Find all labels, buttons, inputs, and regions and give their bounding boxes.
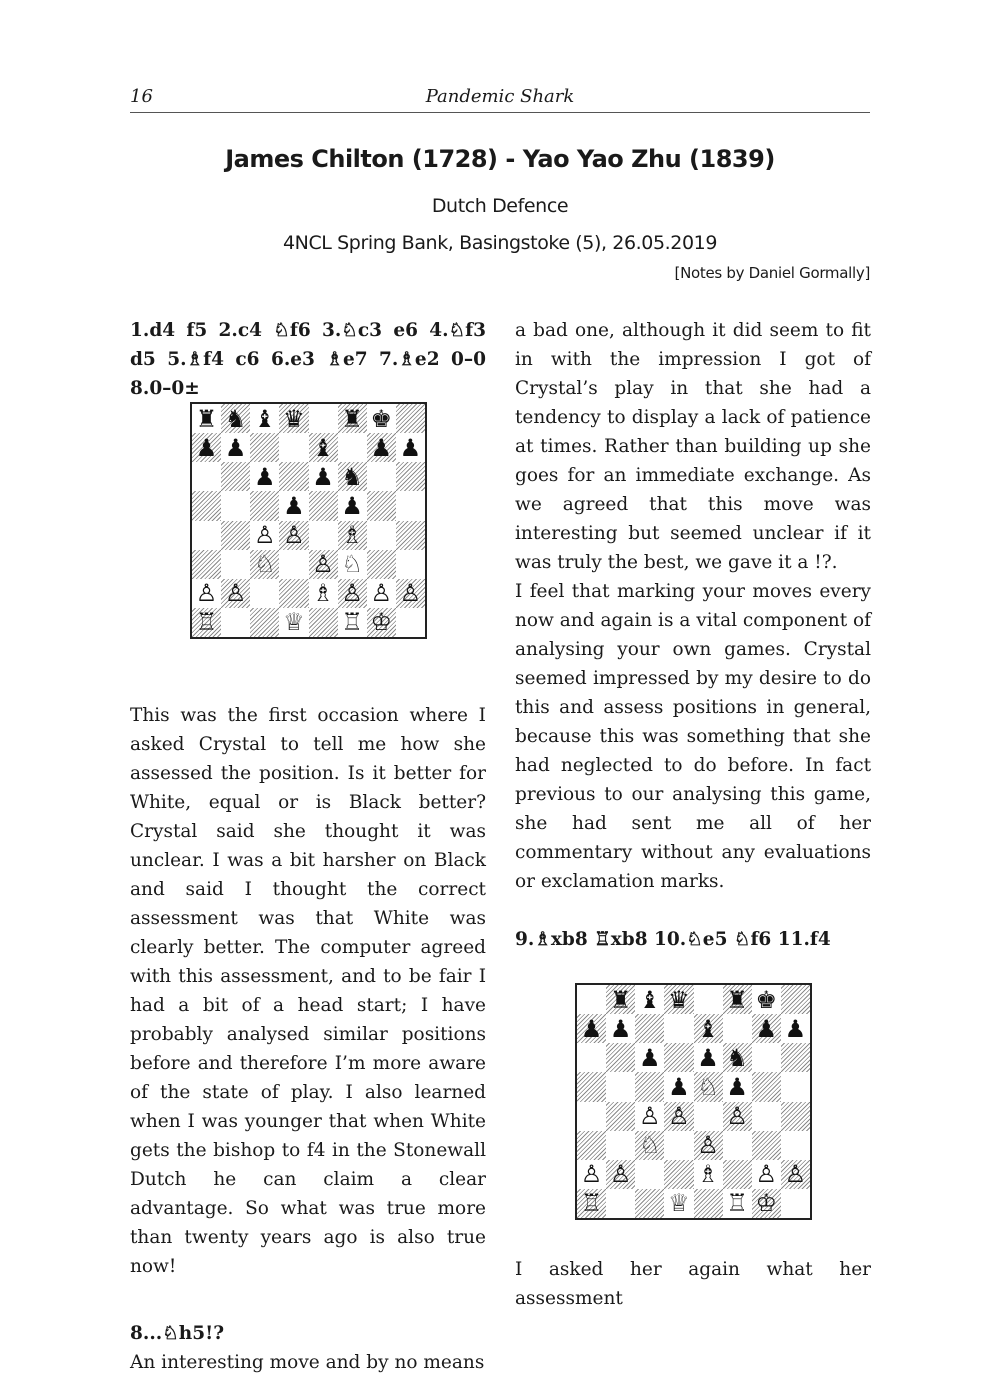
- board-square: [396, 608, 425, 637]
- board-square: [781, 1131, 810, 1160]
- board-square: [279, 550, 308, 579]
- board-square: [752, 985, 781, 1014]
- board-square: [635, 1014, 664, 1043]
- board-square: [192, 404, 221, 433]
- chess-piece: ♟: [726, 1072, 748, 1101]
- chess-piece: ♟: [697, 1043, 719, 1072]
- board-square: [635, 1131, 664, 1160]
- board-square: [367, 550, 396, 579]
- board-square: [577, 1131, 606, 1160]
- board-square: [338, 608, 367, 637]
- chess-piece: ♛: [283, 404, 305, 433]
- chess-piece: ♙: [195, 579, 218, 608]
- board-square: [338, 521, 367, 550]
- board-square: [664, 985, 693, 1014]
- move-sequence: 8...♘h5!?: [130, 1323, 225, 1344]
- chess-piece: ♖: [580, 1189, 603, 1218]
- board-square: [635, 1189, 664, 1218]
- board-square: [694, 1160, 723, 1189]
- chess-piece: ♙: [283, 521, 305, 550]
- board-square: [606, 1102, 635, 1131]
- chess-piece: ♟: [755, 1014, 778, 1043]
- board-square: [694, 985, 723, 1014]
- spacer: [130, 1281, 486, 1319]
- board-square: [338, 462, 367, 491]
- board-square: [309, 608, 338, 637]
- board-square: [606, 1043, 635, 1072]
- board-square: [367, 404, 396, 433]
- board-square: [606, 1131, 635, 1160]
- board-square: [635, 1160, 664, 1189]
- chess-piece: ♙: [580, 1160, 603, 1189]
- board-square: [723, 1102, 752, 1131]
- board-square: [338, 433, 367, 462]
- board-square: [192, 491, 221, 520]
- board-square: [309, 579, 338, 608]
- chess-piece: ♝: [697, 1014, 719, 1043]
- move-sequence: 1.d4 f5 2.c4 ♘f6 3.♘c3 e6 4.♘f3 d5 5.♗f4 c6 6.e3 ♗e7 7.♗e2 0–0 8.0–0±: [130, 320, 486, 399]
- running-head: [130, 84, 870, 113]
- chess-piece: ♙: [254, 521, 276, 550]
- board-square: [396, 550, 425, 579]
- chess-piece: ♞: [726, 1043, 748, 1072]
- board-square: [396, 491, 425, 520]
- chess-piece: ♟: [312, 462, 334, 491]
- board-square: [723, 1131, 752, 1160]
- board-square: [250, 608, 279, 637]
- event-info: 4NCL Spring Bank, Basingstoke (5), 26.05.2019: [282, 232, 718, 254]
- board-square: [309, 462, 338, 491]
- board-square: [192, 608, 221, 637]
- board-square: [367, 462, 396, 491]
- body-paragraph: I feel that marking your moves every now and again is a vital component of analysing your own games. Crystal seemed impressed by my desire to do this and assess positions in general, because this was something that she had neglected to do before. In fact previous to our analysing this game, she had sent me all of her commentary without any evaluations or exclamation marks.: [515, 581, 871, 892]
- chess-piece: ♖: [195, 608, 218, 637]
- chess-piece: ♝: [312, 433, 334, 462]
- chess-piece: ♘: [639, 1131, 661, 1160]
- chess-piece: ♜: [609, 985, 632, 1014]
- board-square: [694, 1072, 723, 1101]
- board-square: [192, 579, 221, 608]
- board-square: [367, 608, 396, 637]
- move-sequence: 9.♗xb8 ♖xb8 10.♘e5 ♘f6 11.f4: [515, 929, 831, 950]
- board-square: [781, 1189, 810, 1218]
- board-square: [221, 521, 250, 550]
- board-square: [723, 1160, 752, 1189]
- chess-piece: ♙: [609, 1160, 632, 1189]
- board-square: [221, 491, 250, 520]
- board-square: [279, 491, 308, 520]
- board-square: [192, 521, 221, 550]
- chess-piece: ♗: [697, 1160, 719, 1189]
- chess-piece: ♟: [399, 433, 422, 462]
- board-square: [309, 550, 338, 579]
- board-square: [577, 1043, 606, 1072]
- chess-piece: ♟: [668, 1072, 690, 1101]
- board-square: [577, 1189, 606, 1218]
- game-title: James Chilton (1728) - Yao Yao Zhu (1839): [225, 145, 775, 173]
- board-square: [367, 521, 396, 550]
- chess-diagram-1: [190, 402, 427, 639]
- chess-piece: ♜: [726, 985, 748, 1014]
- board-square: [192, 462, 221, 491]
- body-paragraph: This was the first occasion where I asked Crystal to tell me how she assessed the position. Is it better for White, equal or is Black better? Crystal said she thought it was unclear. I was a bit harsher on Black and said I thought the correct assessment was that White was clearly better. The computer agreed with this assessment, and to be fair I had a bit of a head start; I have probably analysed similar positions before and therefore I’m more aware of the state of play. I also learned when I was younger that when White gets the bishop to f4 in the Stonewall Dutch he can claim a clear advantage. So what was true more than twenty years ago is also true now!: [130, 705, 486, 1277]
- board-square: [781, 1072, 810, 1101]
- board-square: [396, 579, 425, 608]
- chess-piece: ♟: [609, 1014, 632, 1043]
- body-paragraph: a bad one, although it did seem to fit in with the impression I got of Crystal’s play in that she had a tendency to display a lack of patience at times. Rather than building up she goes for an immediate exchange. As we agreed that this move was interesting but seemed unclear if it was truly the best, we gave it a !?.: [515, 320, 871, 573]
- board-square: [577, 1102, 606, 1131]
- chess-piece: ♟: [224, 433, 247, 462]
- chess-piece: ♔: [755, 1189, 778, 1218]
- board-square: [781, 1102, 810, 1131]
- board-square: [752, 1131, 781, 1160]
- chess-piece: ♞: [341, 462, 363, 491]
- board-square: [752, 1189, 781, 1218]
- board-square: [250, 579, 279, 608]
- board-square: [635, 1072, 664, 1101]
- board-square: [781, 985, 810, 1014]
- board-square: [781, 1014, 810, 1043]
- board-square: [664, 1131, 693, 1160]
- board-square: [367, 491, 396, 520]
- board-square: [664, 1189, 693, 1218]
- chess-piece: ♜: [195, 404, 218, 433]
- page-number: 16: [130, 86, 153, 107]
- body-paragraph: I asked her again what her assessment: [515, 1259, 871, 1309]
- chess-piece: ♗: [341, 521, 363, 550]
- board-square: [664, 1014, 693, 1043]
- board-square: [396, 404, 425, 433]
- chess-piece: ♙: [755, 1160, 778, 1189]
- chess-piece: ♘: [697, 1072, 719, 1101]
- board-square: [694, 1131, 723, 1160]
- board-square: [577, 1160, 606, 1189]
- board-square: [723, 1189, 752, 1218]
- chess-piece: ♛: [668, 985, 690, 1014]
- chess-piece: ♙: [399, 579, 422, 608]
- board-square: [635, 1102, 664, 1131]
- board-square: [221, 404, 250, 433]
- board-square: [723, 1014, 752, 1043]
- board-square: [577, 985, 606, 1014]
- board-square: [606, 985, 635, 1014]
- chess-piece: ♙: [726, 1102, 748, 1131]
- board-square: [250, 521, 279, 550]
- chess-piece: ♖: [726, 1189, 748, 1218]
- chess-piece: ♟: [254, 462, 276, 491]
- board-square: [192, 550, 221, 579]
- chess-piece: ♙: [224, 579, 247, 608]
- board-square: [635, 985, 664, 1014]
- board-square: [606, 1072, 635, 1101]
- opening-name: Dutch Defence: [431, 195, 569, 217]
- chess-piece: ♟: [283, 491, 305, 520]
- board-square: [606, 1014, 635, 1043]
- chess-piece: ♙: [784, 1160, 807, 1189]
- chess-piece: ♙: [639, 1102, 661, 1131]
- chess-piece: ♚: [370, 404, 393, 433]
- board-square: [221, 550, 250, 579]
- board-square: [309, 433, 338, 462]
- board-square: [338, 579, 367, 608]
- board-square: [694, 1189, 723, 1218]
- chess-piece: ♖: [341, 608, 363, 637]
- board-square: [723, 985, 752, 1014]
- board-square: [577, 1072, 606, 1101]
- chess-piece: ♙: [668, 1102, 690, 1131]
- board-square: [664, 1043, 693, 1072]
- board-square: [752, 1072, 781, 1101]
- board-square: [396, 462, 425, 491]
- board-square: [279, 433, 308, 462]
- board-square: [635, 1043, 664, 1072]
- chess-piece: ♚: [755, 985, 778, 1014]
- board-square: [279, 579, 308, 608]
- book-title: Pandemic Shark: [425, 86, 575, 107]
- board-square: [367, 579, 396, 608]
- notes-credit: [Notes by Daniel Gormally]: [674, 264, 870, 282]
- chess-piece: ♟: [195, 433, 218, 462]
- chess-piece: ♙: [697, 1131, 719, 1160]
- board-square: [279, 462, 308, 491]
- board-square: [192, 433, 221, 462]
- chess-piece: ♙: [370, 579, 393, 608]
- board-square: [694, 1102, 723, 1131]
- chess-piece: ♙: [341, 579, 363, 608]
- board-square: [396, 433, 425, 462]
- chess-piece: ♟: [580, 1014, 603, 1043]
- board-square: [279, 521, 308, 550]
- chess-piece: ♞: [224, 404, 247, 433]
- chess-piece: ♗: [312, 579, 334, 608]
- board-square: [250, 433, 279, 462]
- board-square: [250, 404, 279, 433]
- board-square: [396, 521, 425, 550]
- body-paragraph: An interesting move and by no means: [130, 1352, 485, 1373]
- chess-piece: ♟: [784, 1014, 807, 1043]
- board-square: [664, 1072, 693, 1101]
- board-square: [221, 579, 250, 608]
- board-square: [664, 1102, 693, 1131]
- chess-piece: ♝: [254, 404, 276, 433]
- chess-piece: ♘: [254, 550, 276, 579]
- board-square: [309, 521, 338, 550]
- board-square: [752, 1014, 781, 1043]
- board-square: [250, 550, 279, 579]
- board-square: [606, 1189, 635, 1218]
- chess-piece: ♟: [370, 433, 393, 462]
- board-square: [250, 462, 279, 491]
- board-square: [577, 1014, 606, 1043]
- board-square: [221, 608, 250, 637]
- chess-piece: ♕: [283, 608, 305, 637]
- board-square: [781, 1043, 810, 1072]
- board-square: [309, 404, 338, 433]
- chess-piece: ♘: [341, 550, 363, 579]
- board-square: [752, 1160, 781, 1189]
- chess-piece: ♝: [639, 985, 661, 1014]
- chess-piece: ♙: [312, 550, 334, 579]
- board-square: [781, 1160, 810, 1189]
- board-square: [694, 1014, 723, 1043]
- board-square: [338, 491, 367, 520]
- chess-piece: ♟: [341, 491, 363, 520]
- chess-piece: ♔: [370, 608, 393, 637]
- chess-diagram-2: [575, 983, 812, 1220]
- board-square: [338, 550, 367, 579]
- board-square: [694, 1043, 723, 1072]
- board-square: [279, 404, 308, 433]
- board-square: [221, 433, 250, 462]
- board-square: [664, 1160, 693, 1189]
- board-square: [250, 491, 279, 520]
- board-square: [752, 1102, 781, 1131]
- chess-piece: ♟: [639, 1043, 661, 1072]
- board-square: [367, 433, 396, 462]
- spacer: [515, 896, 871, 925]
- board-square: [606, 1160, 635, 1189]
- board-square: [752, 1043, 781, 1072]
- board-square: [723, 1043, 752, 1072]
- board-square: [221, 462, 250, 491]
- board-square: [723, 1072, 752, 1101]
- board-square: [338, 404, 367, 433]
- chess-piece: ♕: [668, 1189, 690, 1218]
- chess-piece: ♜: [341, 404, 363, 433]
- board-square: [279, 608, 308, 637]
- board-square: [309, 491, 338, 520]
